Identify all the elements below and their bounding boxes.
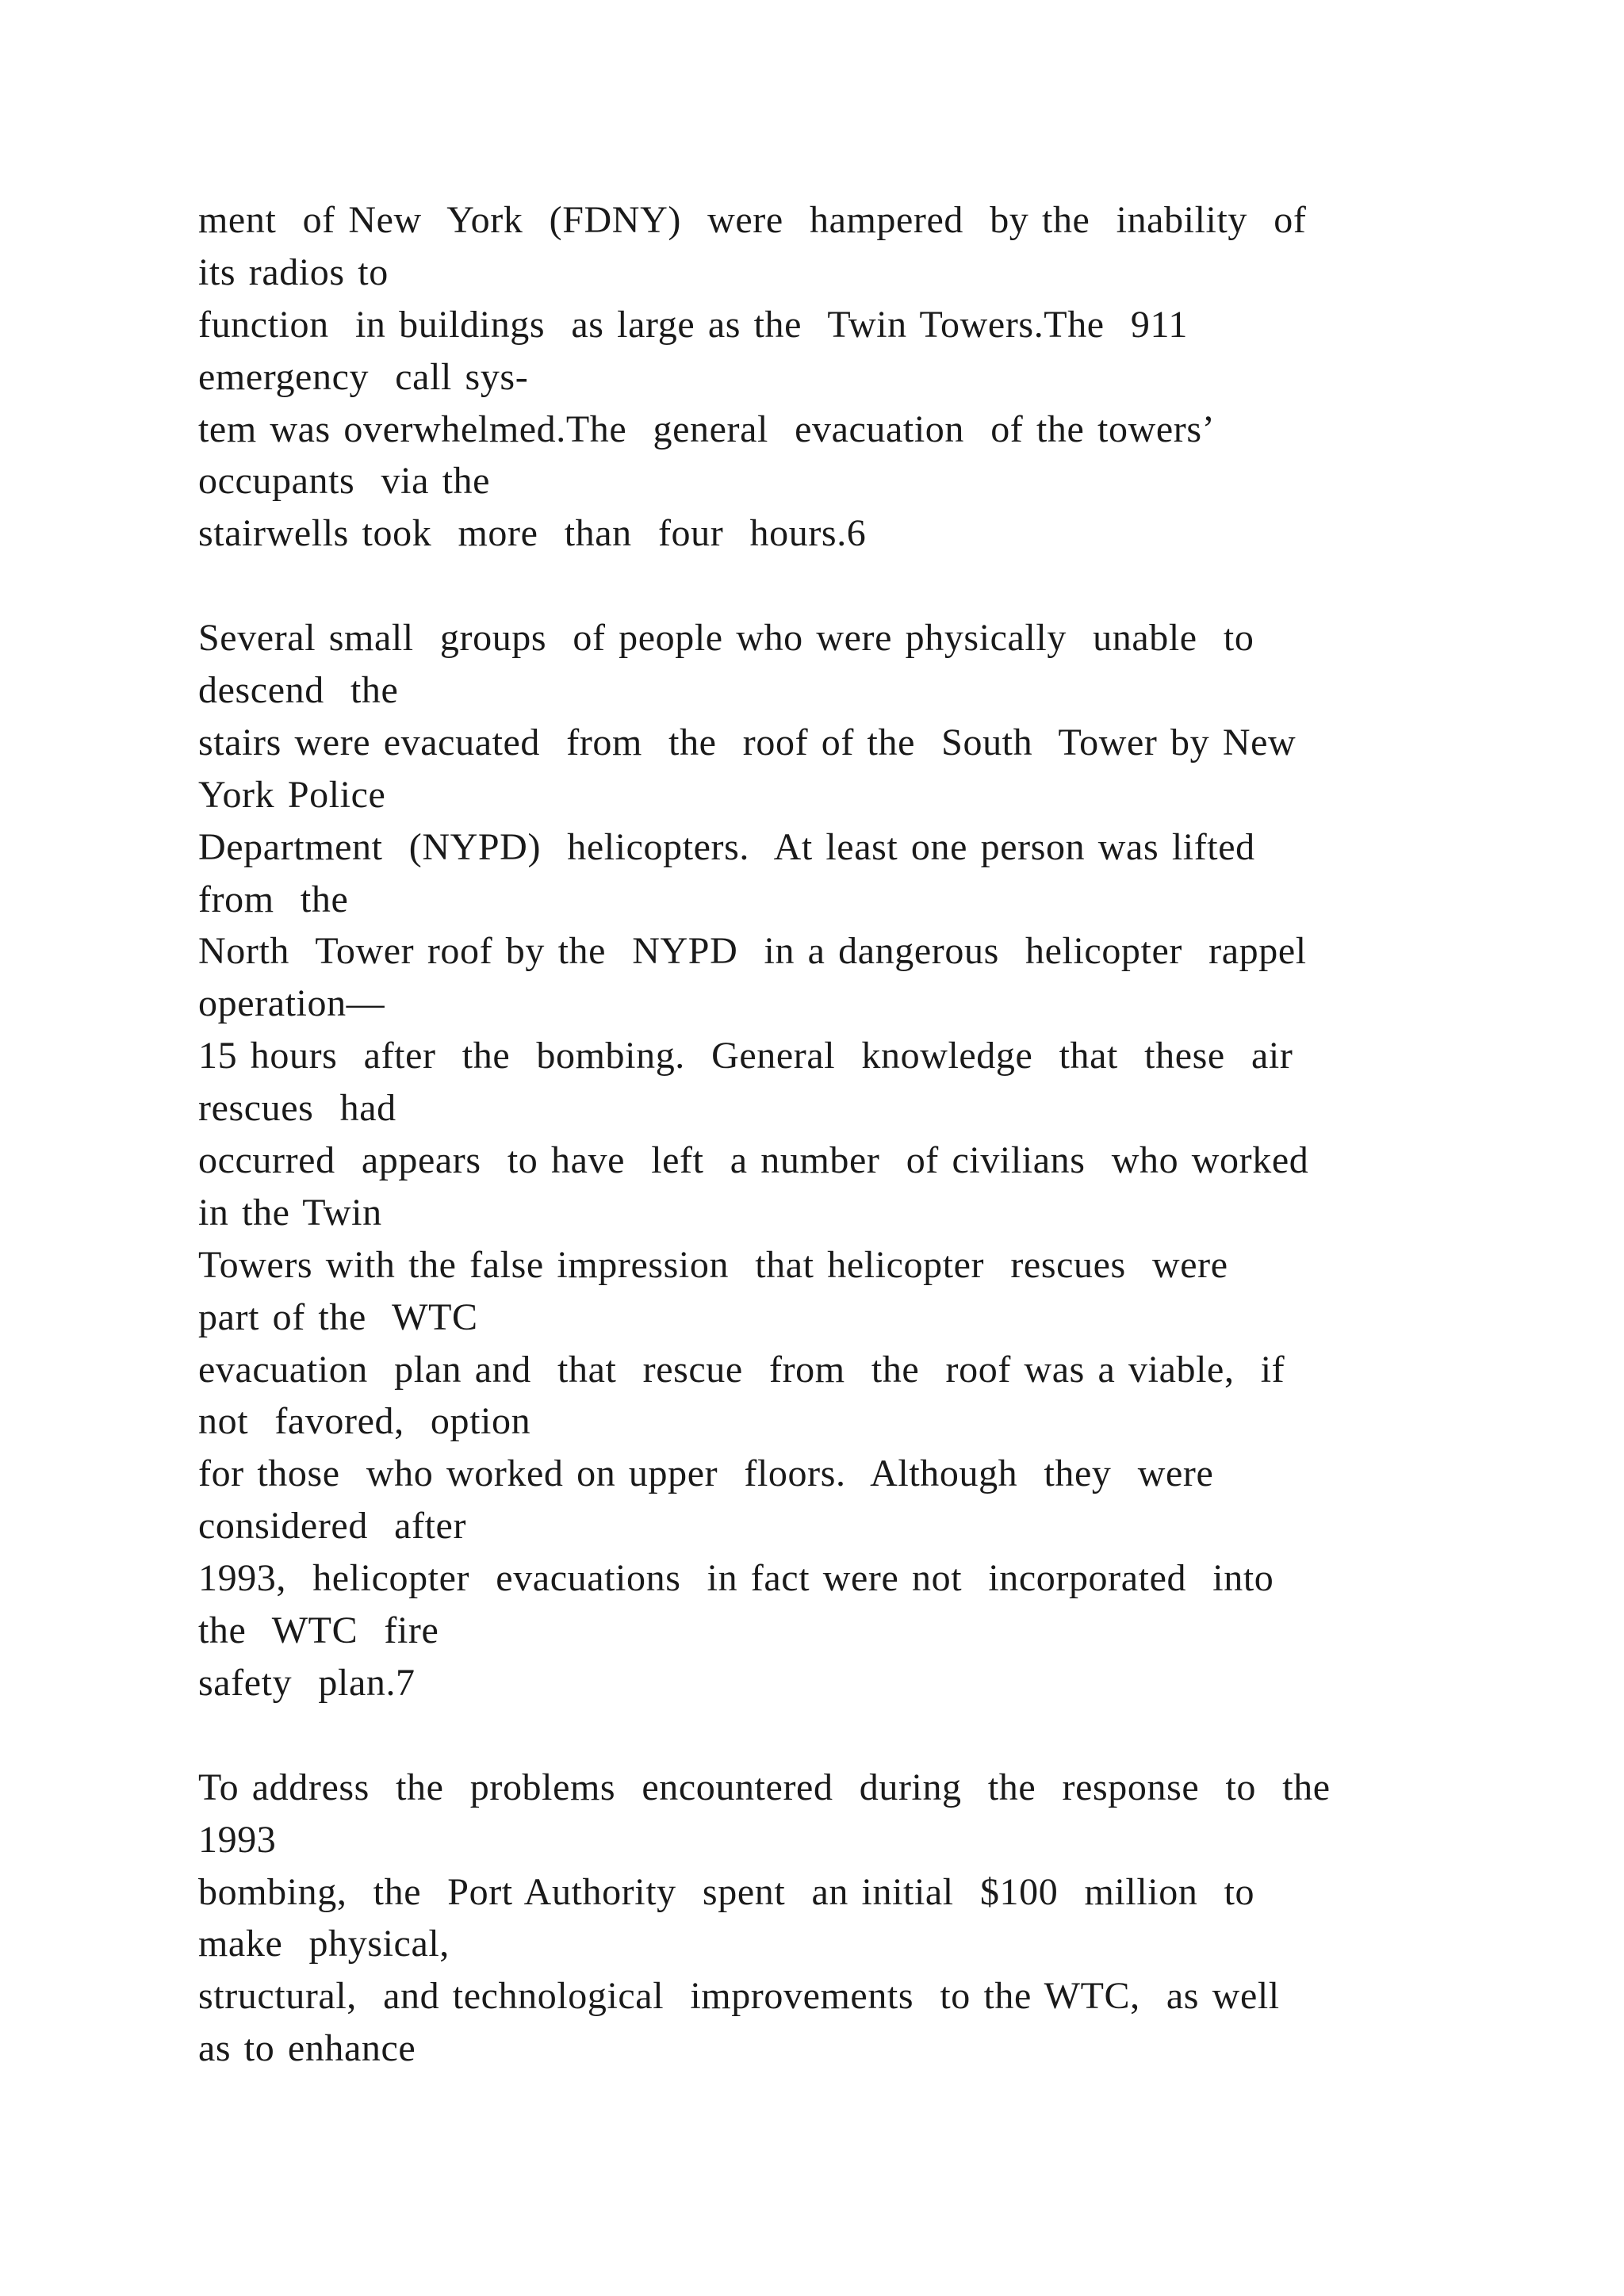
text-line: York Police bbox=[198, 773, 386, 816]
text-line: occupants via the bbox=[198, 460, 491, 503]
text-line: from the bbox=[198, 878, 349, 920]
text-line: To address the problems encountered during the response to the bbox=[198, 1766, 1331, 1808]
text-line: emergency call sys- bbox=[198, 355, 529, 398]
text-line: structural, and technological improvements to the WTC, as well bbox=[198, 1975, 1280, 2018]
text-line: Several small groups of people who were physically unable to bbox=[198, 617, 1254, 660]
text-line: Towers with the false impression that helicopter rescues were bbox=[198, 1243, 1228, 1286]
paragraph-gap bbox=[198, 1709, 1546, 1762]
text-line: stairs were evacuated from the roof of the South Tower by New bbox=[198, 721, 1297, 763]
paragraph-1 bbox=[198, 194, 1546, 560]
text-line: 1993 bbox=[198, 1818, 277, 1861]
paragraph-3 bbox=[198, 1762, 1546, 2075]
paragraph-gap bbox=[198, 560, 1546, 612]
text-line: stairwells took more than four hours.6 bbox=[198, 512, 867, 555]
text-line: considered after bbox=[198, 1505, 467, 1548]
text-line: for those who worked on upper floors. Although they were bbox=[198, 1452, 1214, 1495]
text-line: North Tower roof by the NYPD in a dangerous helicopter rappel bbox=[198, 930, 1307, 973]
text-line: evacuation plan and that rescue from the roof was a viable, if bbox=[198, 1348, 1285, 1391]
text-line: the WTC fire bbox=[198, 1609, 439, 1652]
text-line: make physical, bbox=[198, 1923, 450, 1965]
text-line: part of the WTC bbox=[198, 1295, 478, 1338]
text-line: descend the bbox=[198, 669, 399, 712]
text-line: bombing, the Port Authority spent an initial $100 million to bbox=[198, 1870, 1255, 1913]
text-line: tem was overwhelmed.The general evacuation of the towers’ bbox=[198, 408, 1216, 450]
body-text bbox=[198, 194, 1546, 2075]
text-line: ment of New York (FDNY) were hampered by the inability of bbox=[198, 199, 1307, 241]
text-line: its radios to bbox=[198, 251, 389, 293]
text-line: function in buildings as large as the Twin Towers.The 911 bbox=[198, 303, 1188, 346]
text-line: occurred appears to have left a number of civilians who worked bbox=[198, 1139, 1309, 1182]
text-line: as to enhance bbox=[198, 2027, 416, 2070]
paragraph-2 bbox=[198, 612, 1546, 1709]
text-line: safety plan.7 bbox=[198, 1661, 416, 1704]
text-line: in the Twin bbox=[198, 1191, 382, 1234]
text-line: operation— bbox=[198, 982, 385, 1025]
text-line: not favored, option bbox=[198, 1400, 531, 1443]
text-line: Department (NYPD) helicopters. At least one person was lifted bbox=[198, 825, 1255, 868]
text-line: 15 hours after the bombing. General knowledge that these air bbox=[198, 1035, 1293, 1077]
text-line: rescues had bbox=[198, 1087, 396, 1130]
text-line: 1993, helicopter evacuations in fact were not incorporated into bbox=[198, 1557, 1274, 1600]
